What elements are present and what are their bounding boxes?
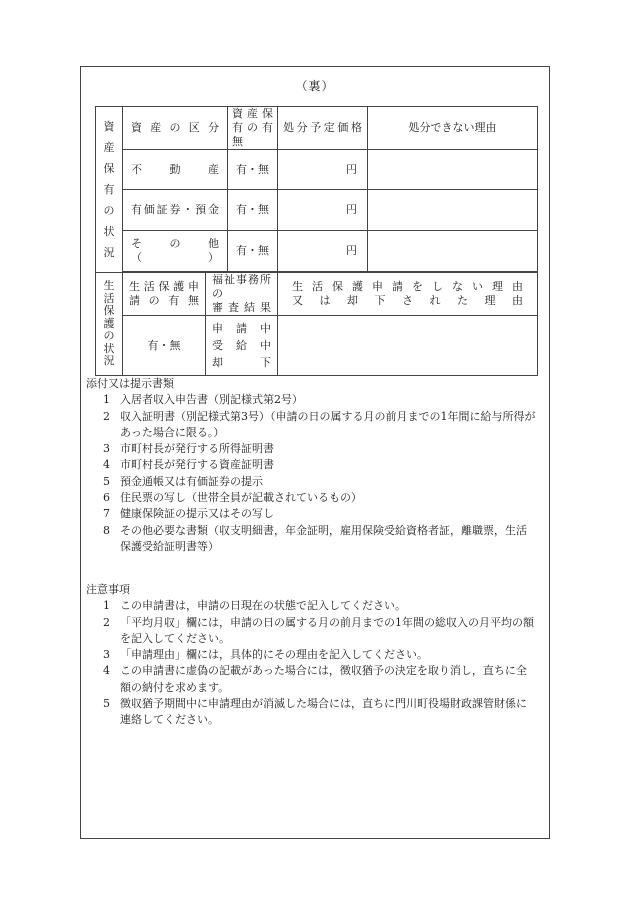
attachments-title: 添付又は提示書類 [86, 377, 174, 390]
attachment-item: 3 市町村長が発行する所得証明書 [103, 442, 274, 456]
asset-status-table [95, 106, 538, 376]
col-asset-possession: 資産保有の有無 [232, 107, 273, 148]
note-item: 5 徴収猶予期間中に申請理由が消滅した場合には，直ちに門川町役場財政課管財係に連絡してください。 [103, 697, 527, 727]
row-securities-reason [368, 190, 538, 231]
attachment-item: 4 市町村長が発行する資産証明書 [103, 458, 274, 472]
row-securities-possession: 有・無 [228, 190, 278, 231]
attachment-item: 1 入居者収入申告書（別記様式第2号） [103, 393, 303, 407]
welfare-office-review-header: 福祉事務所の 審査結果 [206, 273, 278, 316]
attachment-item: 2 収入証明書（別記様式第3号）（申請の日の属する月の前月までの1年間に給与所得があった場合に限る。） [103, 409, 536, 439]
row-other-reason [368, 231, 538, 272]
asset-status-label: 資産保有の状況 [96, 107, 123, 273]
note-item: 3 「申請理由」欄には，具体的にその理由を記入してください。 [103, 648, 428, 662]
row-securities-category: 有価証券・預金 [131, 203, 219, 216]
document-frame [80, 66, 550, 839]
welfare-reason-header: 生活保護申請をしない理由 又は却下された理由 [278, 273, 538, 316]
attachment-item: 7 健康保険証の提示又はその写し [103, 507, 274, 521]
note-item: 4 この申請書に虚偽の記載があった場合には，徴収猶予の決定を取り消し，直ちに全額の納付を求めます。 [103, 664, 527, 694]
welfare-reason-cell [278, 316, 538, 376]
welfare-application-header: 生活保護申 請の有無 [123, 273, 206, 316]
notes-section [81, 582, 549, 729]
result-applying: 申請中 [212, 322, 271, 335]
col-undisposable-reason: 処分できない理由 [368, 107, 538, 150]
row-other-category: その他 （ ） [123, 231, 228, 272]
welfare-possession: 有・無 [123, 316, 206, 376]
welfare-review-results [206, 316, 278, 376]
col-asset-category: 資産の区分 [131, 121, 219, 134]
attachment-item: 8 その他必要な書類（収支明細書，年金証明，雇用保険受給資格者証，離職票，生活保護受給証明書等） [103, 523, 527, 553]
col-disposal-price: 処分予定価格 [283, 121, 362, 134]
notes-title: 注意事項 [86, 583, 130, 596]
row-real-estate-price: 円 [278, 150, 368, 190]
note-item: 2 「平均月収」欄には，申請の日の属する月の前月までの1年間の総収入の月平均の額を記入してください。 [103, 615, 534, 645]
row-real-estate-possession: 有・無 [228, 150, 278, 190]
note-item: 1 この申請書は，申請の日現在の状態で記入してください。 [103, 599, 406, 613]
row-real-estate-reason [368, 150, 538, 190]
attachments-section [81, 376, 549, 555]
row-securities-price: 円 [278, 190, 368, 231]
page-side-heading: （裏） [295, 79, 335, 93]
attachment-item: 5 預金通帳又は有価証券の提示 [103, 474, 263, 488]
row-other-possession: 有・無 [228, 231, 278, 272]
result-receiving: 受給中 [212, 339, 271, 352]
welfare-status-label: 生活保護の状況 [96, 273, 123, 376]
result-rejected: 却下 [212, 356, 271, 369]
attachment-item: 6 住民票の写し（世帯全員が記載されているもの） [103, 491, 362, 505]
row-other-price: 円 [278, 231, 368, 272]
row-real-estate-category: 不動産 [131, 162, 219, 176]
